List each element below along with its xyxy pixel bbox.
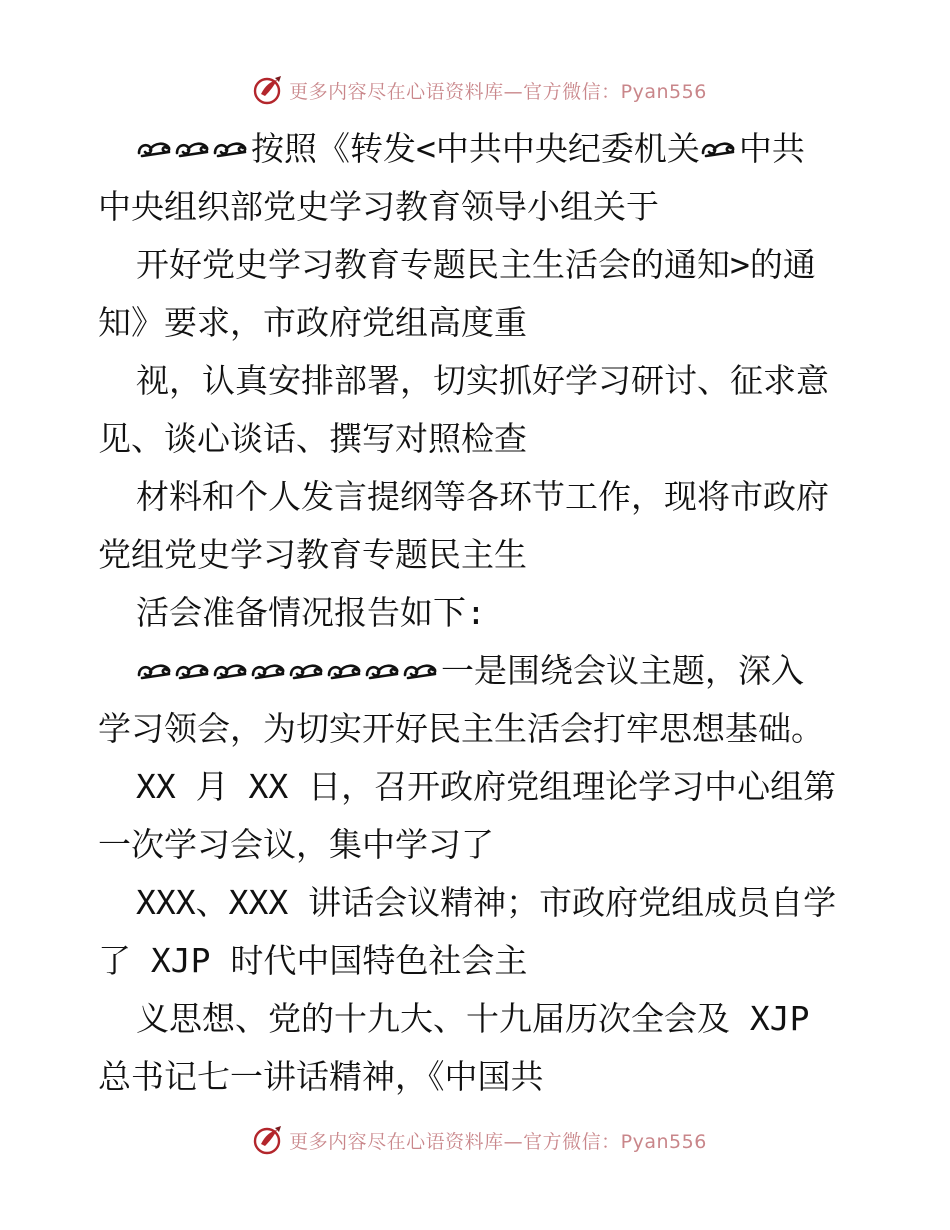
- text-line: [98, 990, 858, 1048]
- text-line-content: 了 XJP 时代中国特色社会主: [98, 941, 528, 980]
- text-line: [98, 932, 858, 990]
- ornament-icon: [212, 660, 250, 682]
- text-line-content: XX 月 XX 日，召开政府党组理论学习中心组第: [136, 767, 837, 806]
- text-line: [98, 642, 858, 700]
- ornament-group: [700, 138, 738, 160]
- ornament-icon: [364, 660, 402, 682]
- text-line-content: 材料和个人发言提纲等各环节工作，现将市政府: [136, 477, 829, 516]
- text-line-content: 一是围绕会议主题，深入: [441, 651, 804, 690]
- text-line-content: 按照《转发<中共中央纪委机关: [251, 129, 700, 168]
- text-line: [98, 410, 858, 468]
- text-line: [98, 1048, 858, 1106]
- footer-banner: [0, 1120, 950, 1160]
- pen-logo-icon: [253, 1124, 285, 1156]
- text-line: [98, 352, 858, 410]
- ornament-icon: [212, 138, 250, 160]
- text-line: [98, 700, 858, 758]
- text-line-content: 活会准备情况报告如下:: [136, 593, 486, 632]
- text-line-tail: 中共: [738, 129, 805, 168]
- text-line: [98, 236, 858, 294]
- text-line-content: 义思想、党的十九大、十九届历次全会及 XJP: [136, 999, 810, 1038]
- text-line-content: 学习领会，为切实开好民主生活会打牢思想基础。: [98, 709, 824, 748]
- header-banner-text: 更多内容尽在心语资料库—官方微信：Pyan556: [289, 80, 707, 103]
- ornament-icon: [700, 138, 738, 160]
- ornament-icon: [326, 660, 364, 682]
- text-line: [98, 758, 858, 816]
- header-banner: [0, 70, 950, 110]
- ornament-icon: [402, 660, 440, 682]
- text-line-content: 开好党史学习教育专题民主生活会的通知>的通: [136, 245, 816, 284]
- ornament-icon: [174, 138, 212, 160]
- text-line-content: 见、谈心谈话、撰写对照检查: [98, 419, 527, 458]
- text-line: [98, 294, 858, 352]
- text-line: [98, 120, 858, 178]
- text-line-content: 视，认真安排部署，切实抓好学习研讨、征求意: [136, 361, 829, 400]
- text-line: [98, 526, 858, 584]
- ornament-group: [136, 138, 250, 160]
- ornament-group: [136, 660, 440, 682]
- ornament-icon: [250, 660, 288, 682]
- text-line-content: 一次学习会议，集中学习了: [98, 825, 494, 864]
- text-line: [98, 874, 858, 932]
- ornament-icon: [136, 660, 174, 682]
- text-line: [98, 178, 858, 236]
- pen-logo-icon: [253, 74, 285, 106]
- ornament-icon: [136, 138, 174, 160]
- document-body: [98, 120, 858, 1106]
- text-line: [98, 468, 858, 526]
- text-line: [98, 584, 858, 642]
- text-line-content: 党组党史学习教育专题民主生: [98, 535, 527, 574]
- footer-banner-text: 更多内容尽在心语资料库—官方微信：Pyan556: [289, 1130, 707, 1153]
- text-line: [98, 816, 858, 874]
- ornament-icon: [174, 660, 212, 682]
- ornament-icon: [288, 660, 326, 682]
- text-line-content: 总书记七一讲话精神，《中国共: [98, 1057, 544, 1096]
- text-line-content: 知》要求，市政府党组高度重: [98, 303, 527, 342]
- text-line-content: XXX、XXX 讲话会议精神；市政府党组成员自学: [136, 883, 837, 922]
- text-line-content: 中央组织部党史学习教育领导小组关于: [98, 187, 659, 226]
